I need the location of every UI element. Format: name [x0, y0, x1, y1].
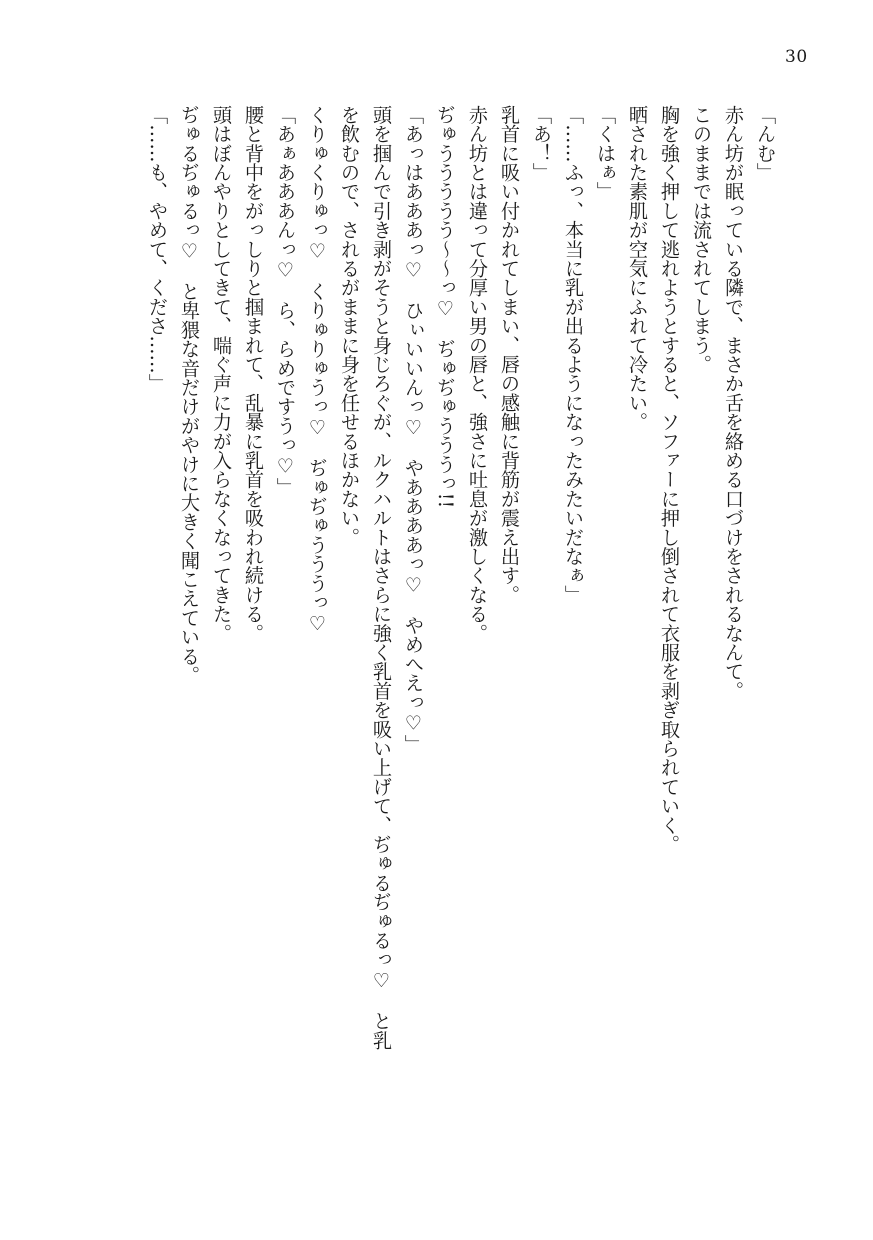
- text-line: 頭を掴んで引き剥がそうと身じろぐが、ルクハルトはさらに強く乳首を吸い上げて、ぢゅるぢゅるっ♡ と乳: [370, 105, 393, 1050]
- text-line: 「んむ」: [754, 105, 777, 182]
- text-line: このままでは流されてしまう。: [690, 105, 713, 374]
- text-line: 胸を強く押して逃れようとすると、ソファーに押し倒されて衣服を剥ぎ取られていく。: [658, 105, 681, 854]
- text-line: 赤ん坊とは違って分厚い男の唇と、強さに吐息が激しくなる。: [466, 105, 489, 643]
- text-line: 「あ！」: [530, 105, 553, 182]
- text-line: を飲むので、されるがままに身を任せるほかない。: [338, 105, 361, 547]
- text-line: ぢゅううううう〜〜っ♡ ぢゅぢゅうううっ!!: [434, 105, 457, 509]
- text-line: 頭はぼんやりとしてきて、喘ぐ声に力が入らなくなってきた。: [210, 105, 233, 643]
- text-line: ぢゅるぢゅるっ♡ と卑猥な音だけがやけに大きく聞こえている。: [178, 105, 201, 685]
- text-line: 乳首に吸い付かれてしまい、唇の感触に背筋が震え出す。: [498, 105, 521, 605]
- text-line: 「あっはあああっ♡ ひぃいいんっ♡ やああああっ♡ やめへえっ♡」: [402, 105, 425, 754]
- page-number: 30: [785, 47, 808, 67]
- text-line: 「くはぁ」: [594, 105, 617, 201]
- text-line: 晒された素肌が空気にふれて冷たい。: [626, 105, 649, 432]
- text-line: 赤ん坊が眠っている隣で、まさか舌を絡める口づけをされるなんて。: [722, 105, 745, 701]
- body-text: [141, 105, 781, 1165]
- text-line: 腰と背中をがっしりと掴まれて、乱暴に乳首を吸われ続ける。: [242, 105, 265, 643]
- text-line: 「……ふっ、本当に乳が出るようになったみたいだなぁ」: [562, 105, 585, 605]
- text-line: 「……も、やめて、くださ……」: [146, 105, 169, 393]
- text-line: くりゅくりゅっ♡ くりゅりゅうっ♡ ぢゅぢゅうううっ♡: [306, 105, 329, 635]
- text-line: 「あぁあああんっ♡ ら、らめですうっ♡」: [274, 105, 297, 497]
